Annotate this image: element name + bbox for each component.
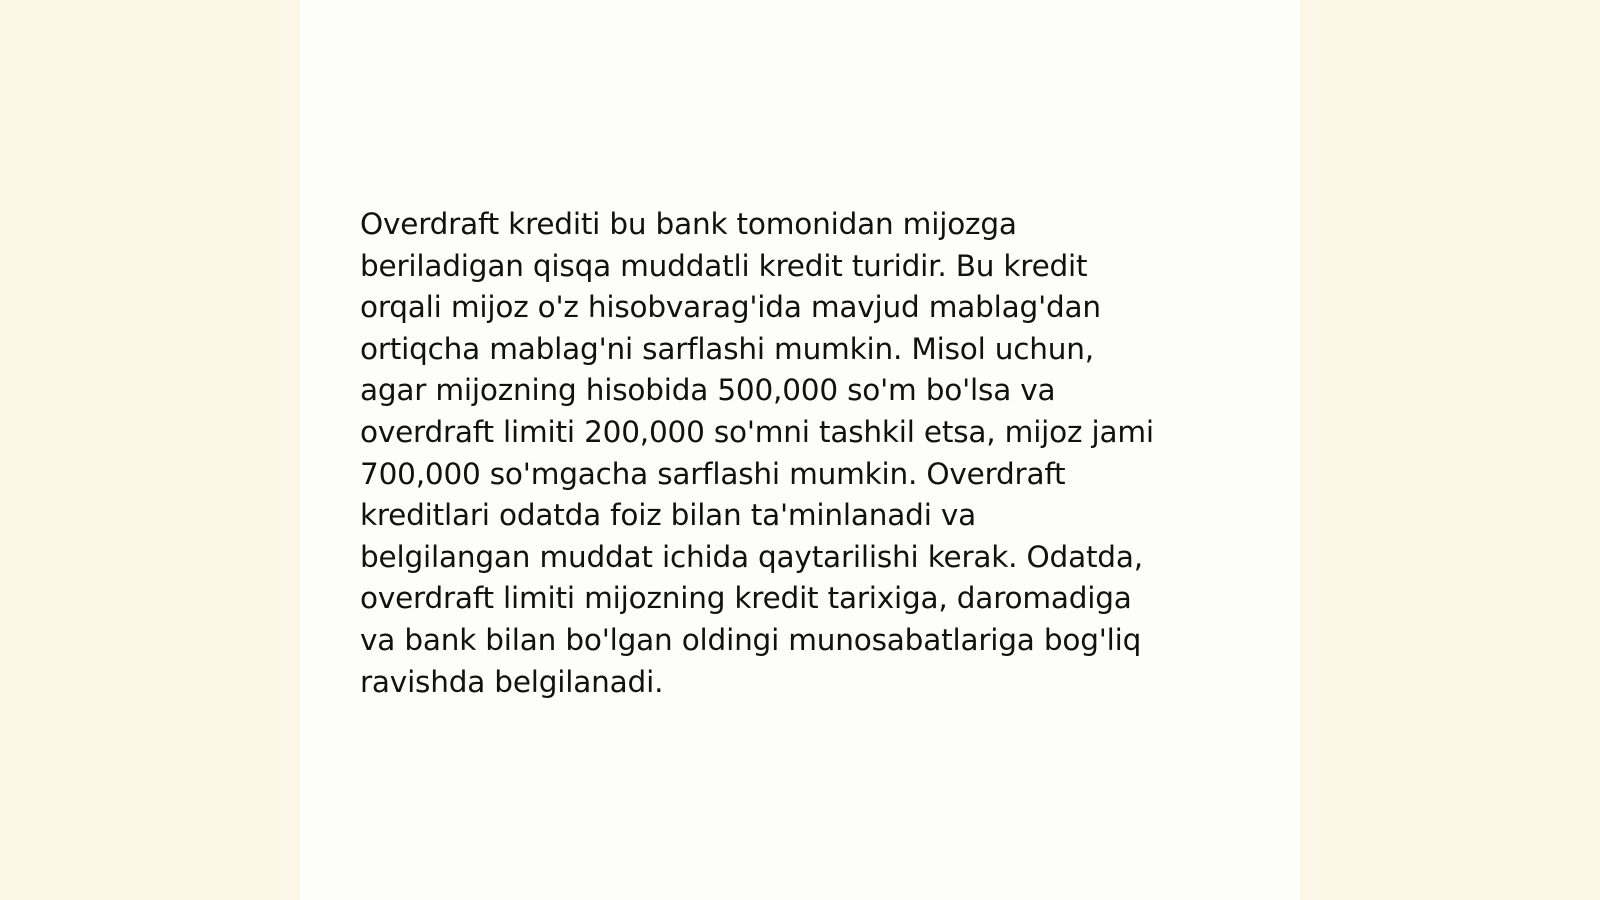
- left-margin-panel: [0, 0, 300, 900]
- slide-canvas: [300, 0, 1300, 900]
- slide-body-text: Overdraft krediti bu bank tomonidan mijozga beriladigan qisqa muddatli kredit turidir. Bu kredit orqali mijoz o'z hisobvarag'ida mavjud mablag'dan ortiqcha mablag'ni sarflashi mumkin. Misol uchun, agar mijozning hisobida 500,000 so'm bo'lsa va overdraft limiti 200,000 so'mni tashkil etsa, mijoz jami 700,000 so'mgacha sarflashi mumkin. Overdraft kreditlari odatda foiz bilan ta'minlanadi va belgilangan muddat ichida qaytarilishi kerak. Odatda, overdraft limiti mijozning kredit tarixiga, daromadiga va bank bilan bo'lgan oldingi munosabatlariga bog'liq ravishda belgilanadi.: [360, 207, 1154, 699]
- right-margin-panel: [1300, 0, 1600, 900]
